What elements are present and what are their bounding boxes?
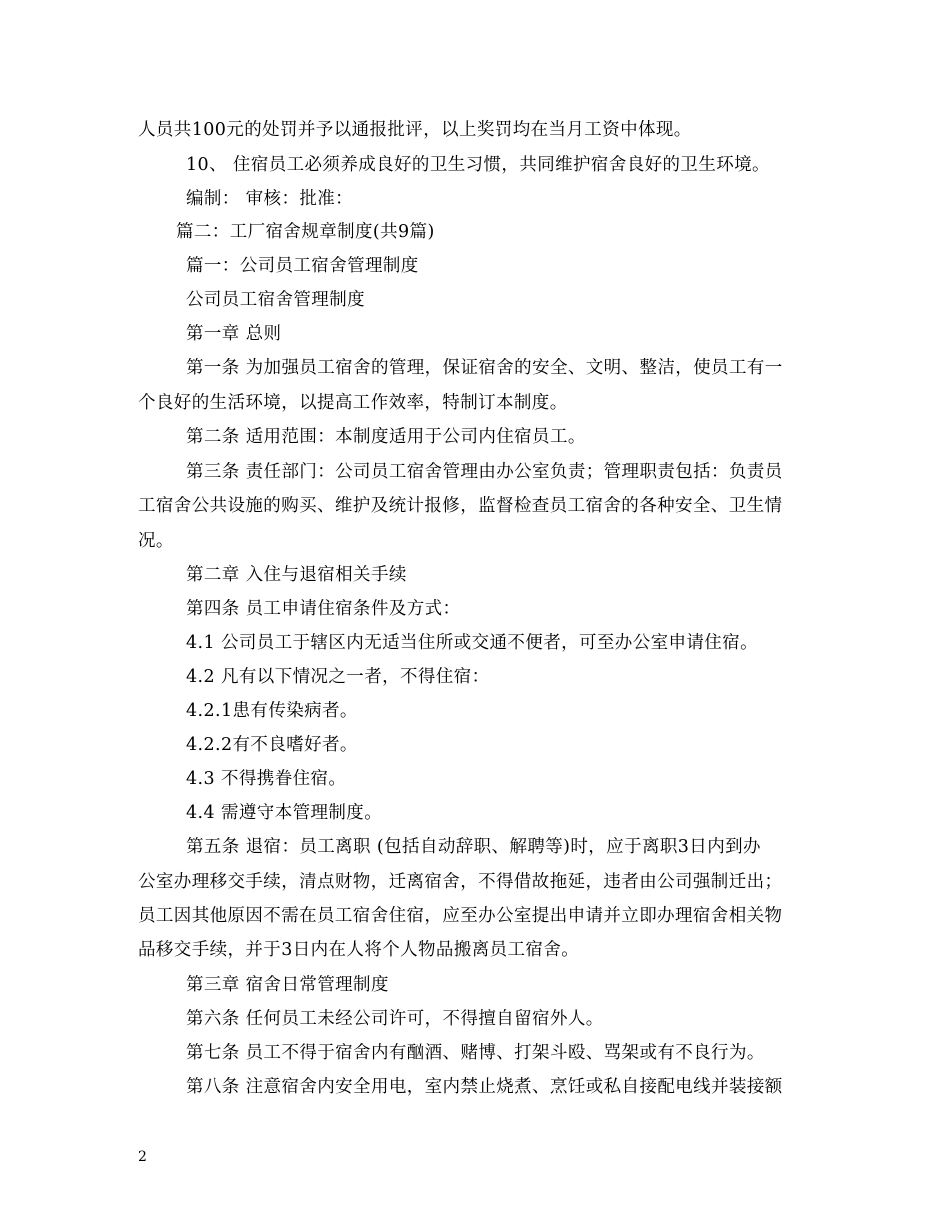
text-line: 4.3 不得携眷住宿。 (186, 769, 347, 789)
text-line: 第五条 退宿：员工离职 (包括自动辞职、解聘等)时，应于离职3日内到办 (186, 837, 761, 857)
text-line: 第二条 适用范围：本制度适用于公司内住宿员工。 (186, 427, 586, 447)
text-line: 4.2.2有不良嗜好者。 (186, 735, 358, 755)
text-line: 篇一：公司员工宿舍管理制度 (186, 256, 419, 276)
text-line: 第八条 注意宿舍内安全用电，室内禁止烧煮、烹饪或私自接配电线并装接额 (186, 1077, 783, 1097)
text-line: 个良好的生活环境，以提高工作效率，特制订本制度。 (138, 393, 568, 413)
text-line: 况。 (138, 531, 174, 551)
text-line: 工宿舍公共设施的购买、维护及统计报修，监督检查员工宿舍的各种安全、卫生情 (138, 496, 783, 516)
text-line: 4.2 凡有以下情况之一者，不得住宿： (186, 667, 490, 687)
text-line: 第七条 员工不得于宿舍内有酗酒、赌博、打架斗殴、骂架或有不良行为。 (186, 1043, 765, 1063)
text-line: 品移交手续，并于3日内在人将个人物品搬离员工宿舍。 (138, 940, 580, 960)
text-line: 第四条 员工申请住宿条件及方式： (186, 599, 461, 619)
text-line: 4.4 需遵守本管理制度。 (186, 803, 383, 823)
text-line: 4.2.1患有传染病者。 (186, 701, 358, 721)
chapter-heading: 第二章 入住与退宿相关手续 (186, 565, 407, 585)
text-line: 员工因其他原因不需在员工宿舍住宿，应至办公室提出申请并立即办理宿舍相关物 (138, 906, 783, 926)
chapter-heading: 第一章 总则 (186, 324, 282, 344)
text-line: 公室办理移交手续，清点财物，迁离宿舍，不得借故拖延，违者由公司强制迁出； (138, 872, 783, 892)
text-line: 10、 住宿员工必须养成良好的卫生习惯，共同维护宿舍良好的卫生环境。 (186, 155, 770, 175)
text-line: 人员共100元的处罚并予以通报批评，以上奖罚均在当月工资中体现。 (138, 120, 692, 140)
text-line: 第三条 责任部门：公司员工宿舍管理由办公室负责；管理职责包括：负责员 (186, 462, 783, 482)
text-line: 公司员工宿舍管理制度 (186, 290, 365, 310)
text-line: 第六条 任何员工未经公司许可，不得擅自留宿外人。 (186, 1009, 604, 1029)
chapter-heading: 第三章 宿舍日常管理制度 (186, 975, 389, 995)
text-line: 篇二：工厂宿舍规章制度(共9篇) (176, 222, 435, 242)
page-number: 2 (138, 1149, 147, 1165)
text-line: 4.1 公司员工于辖区内无适当住所或交通不便者，可至办公室申请住宿。 (186, 633, 758, 653)
text-line: 编制： 审核：批准： (186, 189, 354, 209)
text-line: 第一条 为加强员工宿舍的管理，保证宿舍的安全、文明、整洁，使员工有一 (186, 358, 783, 378)
